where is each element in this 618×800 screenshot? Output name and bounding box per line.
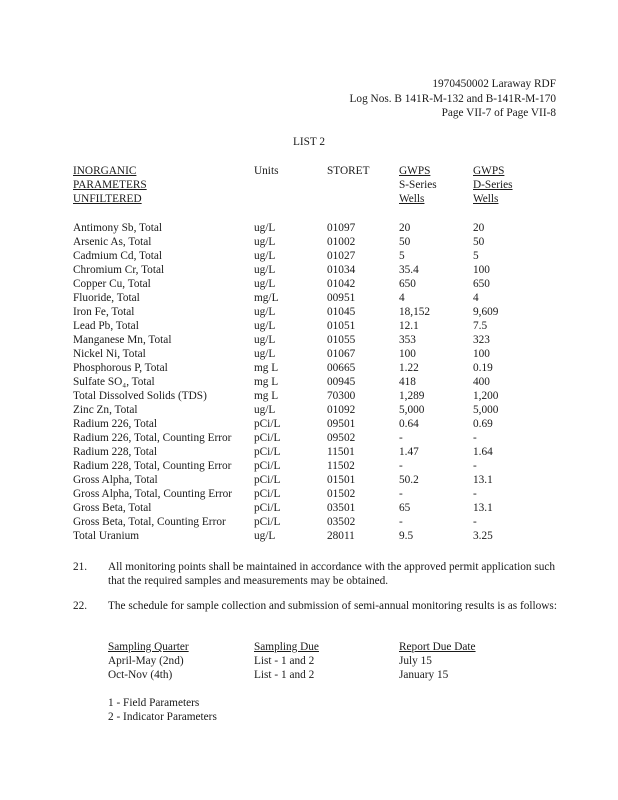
schedule-quarter: Oct-Nov (4th) bbox=[108, 669, 173, 681]
param-name: Total Dissolved Solids (TDS) bbox=[73, 390, 207, 402]
param-storet: 00945 bbox=[327, 376, 356, 388]
param-gwps-s: 418 bbox=[399, 376, 416, 388]
param-name: Phosphorous P, Total bbox=[73, 362, 168, 374]
param-gwps-s: 5 bbox=[399, 250, 405, 262]
header-gwps-s-1: GWPS bbox=[399, 165, 431, 177]
param-name: Antimony Sb, Total bbox=[73, 222, 163, 234]
param-units: ug/L bbox=[254, 264, 276, 276]
param-gwps-d: - bbox=[473, 432, 477, 444]
paragraph-text: All monitoring points shall be maintained in accordance with the approved permit application such that the required samples and measurements may be obtained. bbox=[108, 561, 556, 587]
param-gwps-s: 1.47 bbox=[399, 446, 419, 458]
param-gwps-s: 50 bbox=[399, 236, 411, 248]
param-storet: 01051 bbox=[327, 320, 356, 332]
param-storet: 11501 bbox=[327, 446, 355, 458]
param-units: mg/L bbox=[254, 292, 279, 304]
param-units: ug/L bbox=[254, 306, 276, 318]
param-units: mg L bbox=[254, 376, 279, 388]
param-storet: 01067 bbox=[327, 348, 356, 360]
schedule-header-quarter: Sampling Quarter bbox=[108, 641, 189, 653]
param-gwps-d: 3.25 bbox=[473, 530, 493, 542]
param-gwps-d: - bbox=[473, 460, 477, 472]
param-storet: 09502 bbox=[327, 432, 356, 444]
param-units: ug/L bbox=[254, 236, 276, 248]
doc-id-line: 1970450002 Laraway RDF bbox=[432, 78, 556, 90]
param-gwps-d: - bbox=[473, 516, 477, 528]
param-storet: 01502 bbox=[327, 488, 356, 500]
param-gwps-d: - bbox=[473, 488, 477, 500]
param-storet: 11502 bbox=[327, 460, 355, 472]
param-gwps-d: 100 bbox=[473, 264, 490, 276]
param-units: pCi/L bbox=[254, 474, 281, 486]
param-units: pCi/L bbox=[254, 502, 281, 514]
param-gwps-s: 12.1 bbox=[399, 320, 419, 332]
log-numbers-line: Log Nos. B 141R-M-132 and B-141R-M-170 bbox=[349, 93, 556, 105]
param-gwps-d: 9,609 bbox=[473, 306, 499, 318]
param-gwps-s: 20 bbox=[399, 222, 411, 234]
schedule-header-sampling-due: Sampling Due bbox=[254, 641, 319, 653]
paragraph-number: 22. bbox=[73, 600, 88, 612]
param-storet: 03501 bbox=[327, 502, 356, 514]
header-parameters-1: INORGANIC bbox=[73, 165, 137, 177]
param-name: Gross Beta, Total bbox=[73, 502, 152, 514]
param-storet: 00951 bbox=[327, 292, 356, 304]
list-title: LIST 2 bbox=[292, 136, 326, 148]
param-gwps-s: 0.64 bbox=[399, 418, 419, 430]
param-gwps-s: - bbox=[399, 460, 403, 472]
param-units: ug/L bbox=[254, 334, 276, 346]
param-gwps-d: 5,000 bbox=[473, 404, 499, 416]
param-units: ug/L bbox=[254, 222, 276, 234]
param-gwps-d: 50 bbox=[473, 236, 485, 248]
param-name: Radium 226, Total bbox=[73, 418, 158, 430]
param-storet: 01055 bbox=[327, 334, 356, 346]
param-gwps-s: 4 bbox=[399, 292, 405, 304]
header-parameters-2: PARAMETERS bbox=[73, 179, 147, 191]
param-gwps-s: 35.4 bbox=[399, 264, 419, 276]
param-gwps-d: 1.64 bbox=[473, 446, 493, 458]
param-gwps-d: 1,200 bbox=[473, 390, 499, 402]
param-storet: 01002 bbox=[327, 236, 356, 248]
param-storet: 01034 bbox=[327, 264, 356, 276]
param-name: Gross Alpha, Total, Counting Error bbox=[73, 488, 233, 500]
param-gwps-s: 65 bbox=[399, 502, 411, 514]
param-gwps-d: 20 bbox=[473, 222, 485, 234]
param-gwps-s: - bbox=[399, 432, 403, 444]
param-gwps-d: 323 bbox=[473, 334, 490, 346]
param-units: ug/L bbox=[254, 278, 276, 290]
param-gwps-s: - bbox=[399, 516, 403, 528]
page-number-line: Page VII-7 of Page VII-8 bbox=[441, 107, 556, 119]
param-units: ug/L bbox=[254, 348, 276, 360]
param-gwps-d: 400 bbox=[473, 376, 490, 388]
param-gwps-d: 13.1 bbox=[473, 474, 493, 486]
param-name: Nickel Ni, Total bbox=[73, 348, 146, 360]
param-gwps-d: 0.69 bbox=[473, 418, 493, 430]
param-gwps-d: 13.1 bbox=[473, 502, 493, 514]
param-storet: 09501 bbox=[327, 418, 356, 430]
header-gwps-s-2: S-Series bbox=[399, 179, 437, 191]
param-gwps-s: 18,152 bbox=[399, 306, 431, 318]
param-name: Sulfate SO₄, Total bbox=[73, 376, 155, 388]
header-parameters-3: UNFILTERED bbox=[73, 193, 142, 205]
param-gwps-d: 4 bbox=[473, 292, 479, 304]
param-name: Cadmium Cd, Total bbox=[73, 250, 163, 262]
param-gwps-s: 9.5 bbox=[399, 530, 414, 542]
param-name: Iron Fe, Total bbox=[73, 306, 135, 318]
header-gwps-d-3: Wells bbox=[473, 193, 499, 205]
param-units: ug/L bbox=[254, 320, 276, 332]
param-gwps-s: 353 bbox=[399, 334, 416, 346]
schedule-sampling-due: List - 1 and 2 bbox=[254, 655, 315, 667]
param-name: Total Uranium bbox=[73, 530, 140, 542]
param-units: pCi/L bbox=[254, 460, 281, 472]
header-storet: STORET bbox=[327, 165, 370, 177]
param-storet: 01501 bbox=[327, 474, 356, 486]
param-gwps-d: 0.19 bbox=[473, 362, 493, 374]
param-storet: 01027 bbox=[327, 250, 356, 262]
param-units: pCi/L bbox=[254, 516, 281, 528]
param-name: Copper Cu, Total bbox=[73, 278, 151, 290]
header-gwps-d-2: D-Series bbox=[473, 179, 513, 191]
param-gwps-d: 650 bbox=[473, 278, 490, 290]
param-gwps-d: 5 bbox=[473, 250, 479, 262]
param-gwps-d: 100 bbox=[473, 348, 490, 360]
param-gwps-s: 100 bbox=[399, 348, 416, 360]
schedule-header-report-due: Report Due Date bbox=[399, 641, 476, 653]
footnote-field-parameters: 1 - Field Parameters bbox=[108, 697, 200, 709]
header-gwps-s-3: Wells bbox=[399, 193, 425, 205]
param-units: pCi/L bbox=[254, 418, 281, 430]
param-storet: 01042 bbox=[327, 278, 356, 290]
param-name: Chromium Cr, Total bbox=[73, 264, 165, 276]
header-gwps-d-1: GWPS bbox=[473, 165, 505, 177]
param-storet: 00665 bbox=[327, 362, 356, 374]
param-gwps-s: 1,289 bbox=[399, 390, 425, 402]
param-units: pCi/L bbox=[254, 488, 281, 500]
param-storet: 28011 bbox=[327, 530, 355, 542]
paragraph-number: 21. bbox=[73, 561, 88, 573]
param-gwps-s: 650 bbox=[399, 278, 416, 290]
header-units: Units bbox=[254, 165, 279, 177]
param-units: pCi/L bbox=[254, 432, 281, 444]
param-gwps-s: 50.2 bbox=[399, 474, 419, 486]
schedule-sampling-due: List - 1 and 2 bbox=[254, 669, 315, 681]
param-units: pCi/L bbox=[254, 446, 281, 458]
param-name: Arsenic As, Total bbox=[73, 236, 152, 248]
param-name: Zinc Zn, Total bbox=[73, 404, 138, 416]
param-name: Gross Beta, Total, Counting Error bbox=[73, 516, 226, 528]
param-units: mg L bbox=[254, 362, 279, 374]
param-units: ug/L bbox=[254, 250, 276, 262]
param-name: Radium 228, Total bbox=[73, 446, 158, 458]
param-gwps-s: - bbox=[399, 488, 403, 500]
param-name: Fluoride, Total bbox=[73, 292, 140, 304]
param-storet: 01097 bbox=[327, 222, 356, 234]
param-name: Manganese Mn, Total bbox=[73, 334, 172, 346]
footnote-indicator-parameters: 2 - Indicator Parameters bbox=[108, 711, 217, 723]
param-name: Lead Pb, Total bbox=[73, 320, 139, 332]
schedule-quarter: April-May (2nd) bbox=[108, 655, 184, 667]
param-gwps-s: 1.22 bbox=[399, 362, 419, 374]
schedule-report-due: July 15 bbox=[399, 655, 432, 667]
param-storet: 70300 bbox=[327, 390, 356, 402]
param-name: Radium 226, Total, Counting Error bbox=[73, 432, 232, 444]
param-units: ug/L bbox=[254, 530, 276, 542]
paragraph-text: The schedule for sample collection and submission of semi-annual monitoring results is as follows: bbox=[108, 600, 557, 612]
param-name: Radium 228, Total, Counting Error bbox=[73, 460, 232, 472]
param-name: Gross Alpha, Total bbox=[73, 474, 158, 486]
param-storet: 01045 bbox=[327, 306, 356, 318]
param-storet: 01092 bbox=[327, 404, 356, 416]
param-storet: 03502 bbox=[327, 516, 356, 528]
schedule-report-due: January 15 bbox=[399, 669, 449, 681]
param-units: ug/L bbox=[254, 404, 276, 416]
param-units: mg L bbox=[254, 390, 279, 402]
param-gwps-d: 7.5 bbox=[473, 320, 488, 332]
param-gwps-s: 5,000 bbox=[399, 404, 425, 416]
